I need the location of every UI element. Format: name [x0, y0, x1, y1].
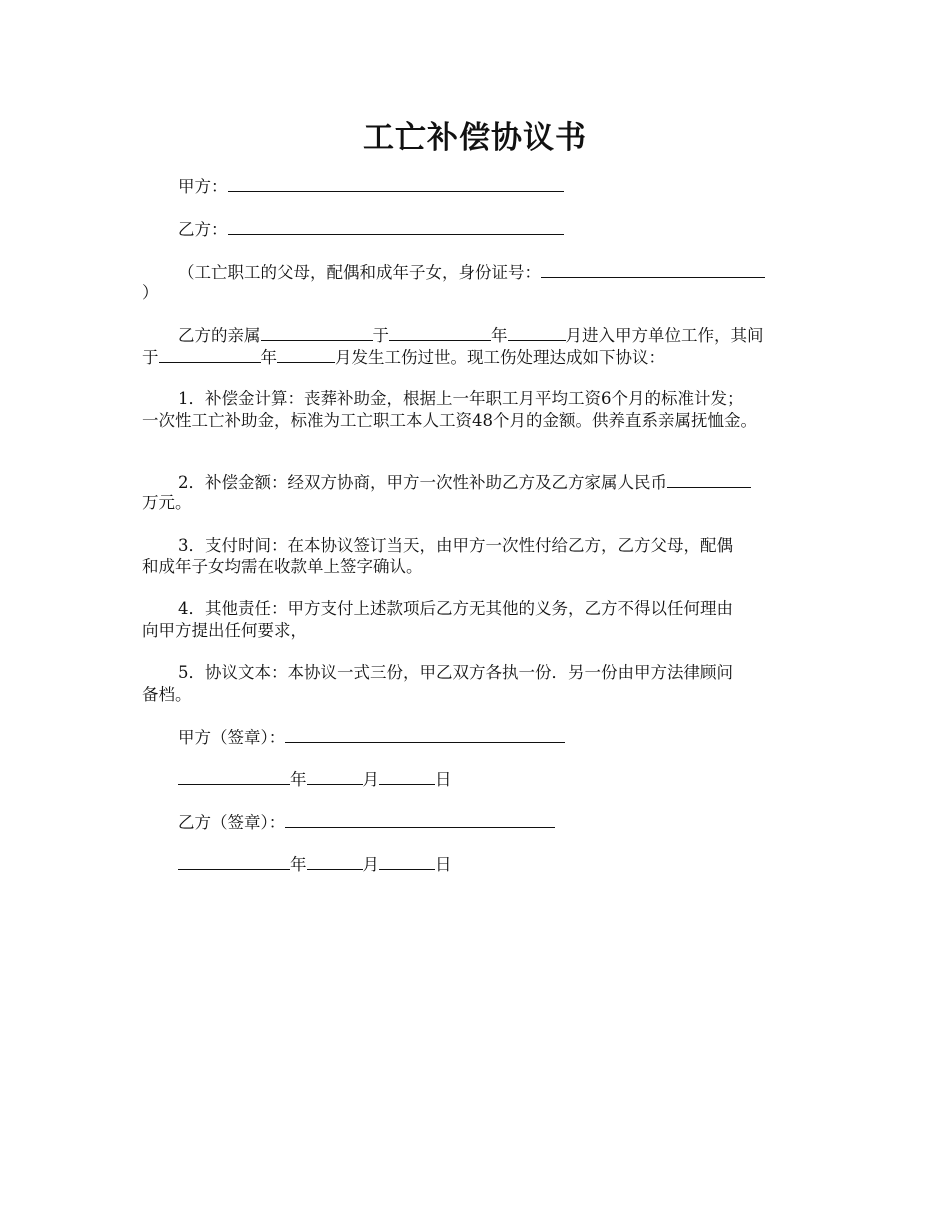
party-b-signature-blank[interactable]: [285, 811, 555, 828]
document-title: 工亡补偿协议书: [363, 120, 587, 156]
relatives-note-line2: ）: [142, 283, 159, 302]
intro-text: 乙方的亲属: [178, 326, 261, 345]
month-label: 月: [362, 855, 379, 874]
death-year-blank[interactable]: [159, 346, 261, 363]
join-year-blank[interactable]: [389, 324, 491, 341]
party-b-signature-label: 乙方（签章）：: [178, 813, 286, 832]
clause-2-line2: 万元。: [142, 493, 192, 512]
intro-text: 月发生工伤过世。现工伤处理达成如下协议：: [335, 348, 665, 367]
party-a-blank[interactable]: [228, 175, 564, 192]
party-a-signature-blank[interactable]: [285, 726, 565, 743]
clause-3-line2: 和成年子女均需在收款单上签字确认。: [142, 557, 423, 576]
party-a-signature-label: 甲方（签章）：: [178, 728, 286, 747]
party-a-label: 甲方：: [178, 177, 228, 196]
party-b-day-blank[interactable]: [379, 853, 435, 870]
party-b-date-row: [178, 853, 452, 876]
relatives-note-text: （工亡职工的父母，配偶和成年子女，身份证号：: [178, 263, 541, 282]
relatives-note-line1: [178, 261, 765, 284]
party-b-month-blank[interactable]: [307, 853, 363, 870]
clause-2-text: 2．补偿金额：经双方协商，甲方一次性补助乙方及乙方家属人民币: [178, 473, 667, 492]
id-number-blank[interactable]: [541, 261, 765, 278]
clause-2-line1: [178, 471, 751, 494]
clause-5-line1: 5．协议文本：本协议一式三份，甲乙双方各执一份．另一份由甲方法律顾问: [178, 663, 733, 682]
party-a-date-row: [178, 768, 452, 791]
intro-text: 于: [372, 326, 389, 345]
party-a-year-blank[interactable]: [178, 768, 290, 785]
party-a-row: [178, 175, 564, 198]
month-label: 月: [362, 770, 379, 789]
party-b-row: [178, 218, 564, 241]
party-a-day-blank[interactable]: [379, 768, 435, 785]
party-b-signature-row: [178, 811, 555, 834]
party-b-blank[interactable]: [228, 218, 564, 235]
intro-text: 年: [260, 348, 277, 367]
clause-4-line2: 向甲方提出任何要求，: [142, 621, 307, 640]
party-b-label: 乙方：: [178, 220, 228, 239]
intro-text: 于: [142, 348, 159, 367]
intro-line1: [178, 324, 764, 347]
intro-text: 月进入甲方单位工作，其间: [565, 326, 764, 345]
clause-1-line2: 一次性工亡补助金，标准为工亡职工本人工资48个月的金额。供养直系亲属抚恤金。: [142, 411, 757, 430]
day-label: 日: [435, 855, 452, 874]
join-month-blank[interactable]: [508, 324, 566, 341]
relative-name-blank[interactable]: [261, 324, 373, 341]
intro-line2: [142, 346, 665, 369]
intro-text: 年: [491, 326, 508, 345]
clause-5-line2: 备档。: [142, 685, 192, 704]
party-a-signature-row: [178, 726, 565, 749]
year-label: 年: [290, 770, 307, 789]
year-label: 年: [290, 855, 307, 874]
day-label: 日: [435, 770, 452, 789]
clause-3-line1: 3．支付时间：在本协议签订当天，由甲方一次性付给乙方，乙方父母，配偶: [178, 536, 733, 555]
party-a-month-blank[interactable]: [307, 768, 363, 785]
party-b-year-blank[interactable]: [178, 853, 290, 870]
compensation-amount-blank[interactable]: [667, 471, 751, 488]
clause-1-line1: 1．补偿金计算：丧葬补助金，根据上一年职工月平均工资6个月的标准计发；: [178, 389, 744, 408]
clause-4-line1: 4．其他责任：甲方支付上述款项后乙方无其他的义务，乙方不得以任何理由: [178, 599, 733, 618]
death-month-blank[interactable]: [277, 346, 335, 363]
